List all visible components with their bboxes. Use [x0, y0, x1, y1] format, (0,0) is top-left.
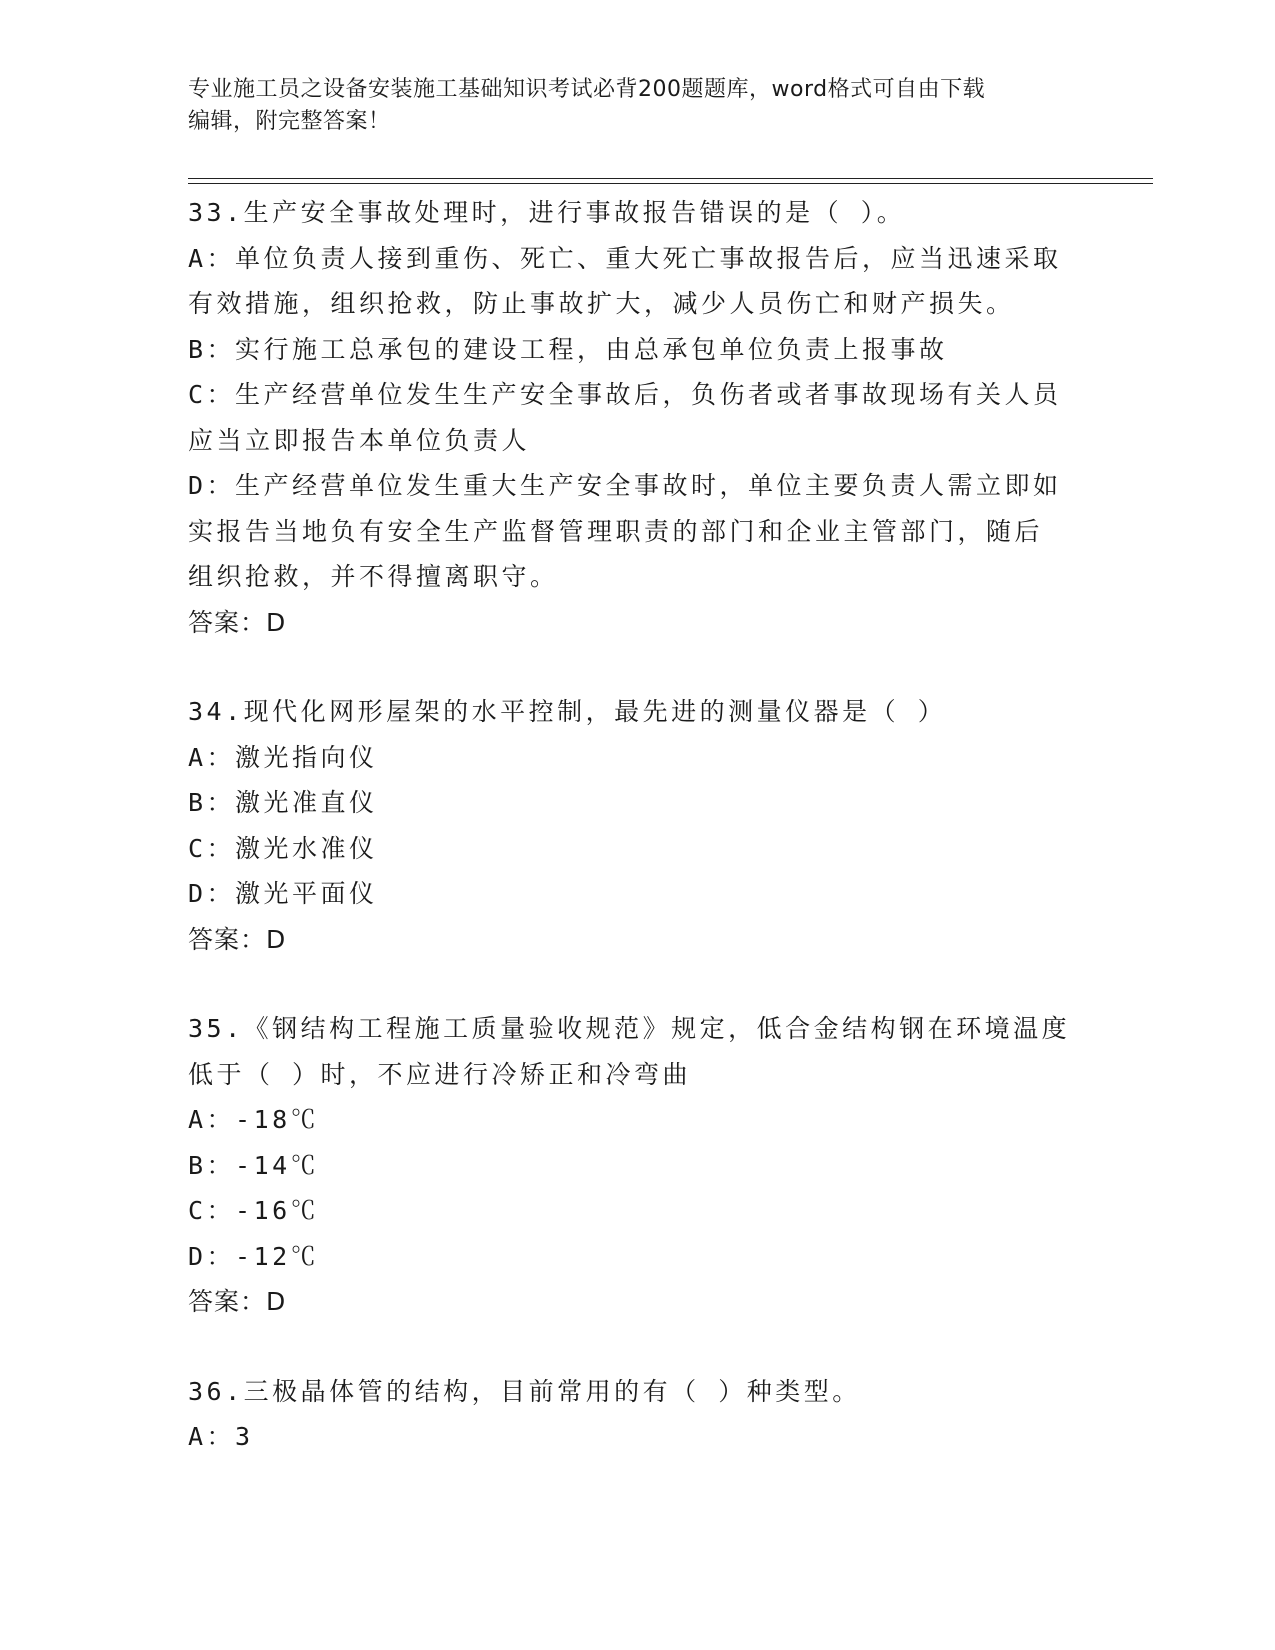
- question-stem: 36.三极晶体管的结构，目前常用的有（ ）种类型。: [188, 1376, 861, 1406]
- option-a: A：激光指向仪: [188, 742, 378, 772]
- answer: 答案：D: [188, 924, 287, 954]
- question-35: [188, 1006, 1088, 1325]
- option-d: D：-12℃: [188, 1241, 320, 1271]
- question-stem: 34.现代化网形屋架的水平控制，最先进的测量仪器是（ ）: [188, 697, 947, 726]
- header-title-line-2: 编辑，附完整答案！: [188, 109, 391, 134]
- option-a: A：3: [188, 1422, 254, 1451]
- question-stem: 33.生产安全事故处理时，进行事故报告错误的是（ ）。: [188, 198, 906, 227]
- document-header: [188, 74, 1088, 138]
- question-stem: 35.《钢结构工程施工质量验收规范》规定，低合金结构钢在环境温度: [188, 1014, 1071, 1043]
- answer: 答案：D: [188, 607, 287, 637]
- option-a: A：-18℃: [188, 1105, 320, 1134]
- option-a: A：单位负责人接到重伤、死亡、重大死亡事故报告后，应当迅速采取: [188, 243, 1062, 273]
- option-d-continued: 实报告当地负有安全生产监督管理职责的部门和企业主管部门，随后: [188, 516, 1044, 546]
- answer: 答案：D: [188, 1287, 287, 1316]
- option-b: B：激光准直仪: [188, 788, 378, 817]
- question-34: [188, 689, 1088, 962]
- header-divider-top: [188, 178, 1153, 179]
- header-title-line-1: 专业施工员之设备安装施工基础知识考试必背200题题库，word格式可自由下载: [188, 77, 986, 102]
- question-list: [188, 190, 1088, 1504]
- question-stem-continued: 低于（ ）时，不应进行冷矫正和冷弯曲: [188, 1059, 692, 1089]
- header-divider-bottom: [188, 183, 1153, 184]
- option-c: C：激光水准仪: [188, 833, 378, 863]
- option-c: C：生产经营单位发生生产安全事故后，负伤者或者事故现场有关人员: [188, 380, 1062, 409]
- question-36: [188, 1369, 1088, 1460]
- option-c: C：-16℃: [188, 1196, 320, 1225]
- option-b: B：实行施工总承包的建设工程，由总承包单位负责上报事故: [188, 334, 948, 364]
- option-d: D：生产经营单位发生重大生产安全事故时，单位主要负责人需立即如: [188, 471, 1062, 500]
- option-b: B：-14℃: [188, 1150, 320, 1180]
- option-a-continued: 有效措施，组织抢救，防止事故扩大，减少人员伤亡和财产损失。: [188, 289, 1015, 318]
- option-d-continued: 组织抢救，并不得擅离职守。: [188, 562, 559, 591]
- option-c-continued: 应当立即报告本单位负责人: [188, 425, 531, 455]
- question-33: [188, 190, 1088, 645]
- option-d: D：激光平面仪: [188, 879, 378, 908]
